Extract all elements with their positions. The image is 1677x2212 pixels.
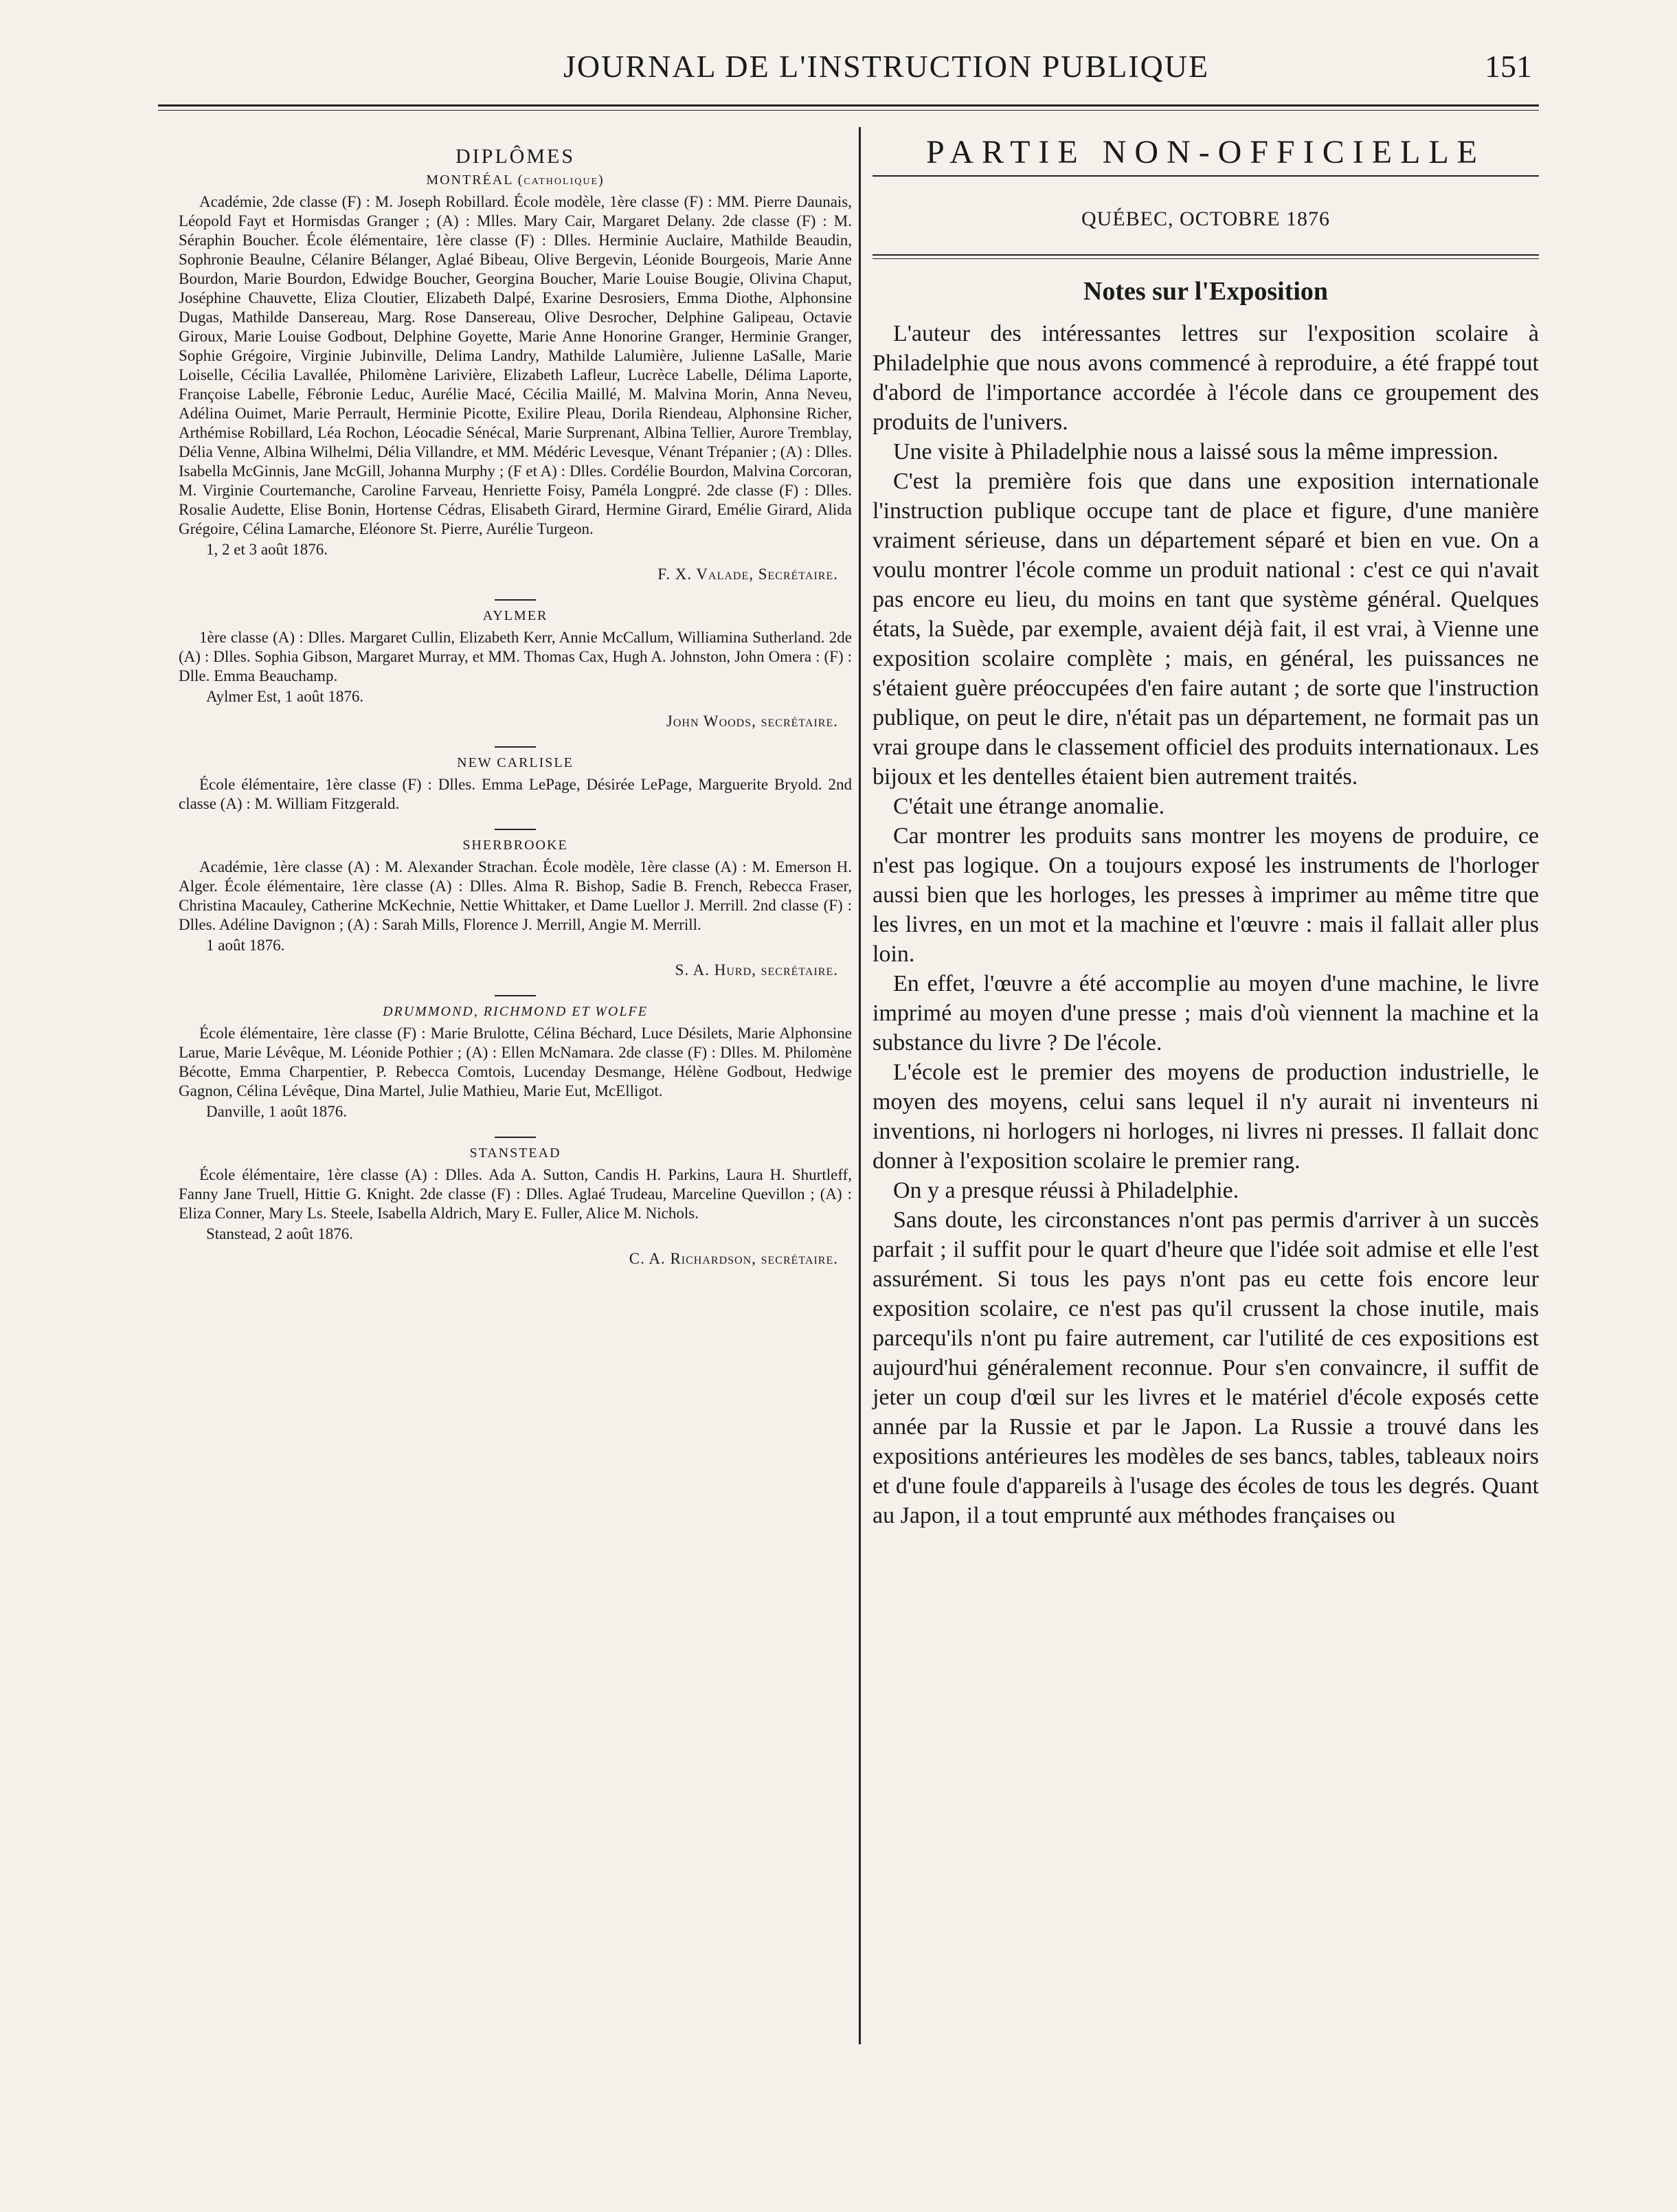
page-number: 151	[1485, 49, 1532, 84]
heading-rule	[873, 175, 1539, 177]
page-header	[158, 48, 1532, 96]
article-title: Notes sur l'Exposition	[1083, 277, 1329, 306]
town-heading-aylmer: AYLMER	[482, 608, 548, 623]
town-heading-drummond: DRUMMOND, RICHMOND ET WOLFE	[383, 1004, 648, 1019]
new-carlisle-list: École élémentaire, 1ère classe (F) : Dlles. Emma LePage, Désirée LePage, Marguerite Bryold. 2nd classe (A) : M. William Fitzgerald.	[179, 776, 852, 812]
non-official-heading: PARTIE NON-OFFICIELLE	[925, 134, 1485, 170]
dateline: QUÉBEC, OCTOBRE 1876	[1081, 208, 1330, 230]
aylmer-date: Aylmer Est, 1 août 1876.	[206, 688, 364, 705]
drummond-list: École élémentaire, 1ère classe (F) : Marie Brulotte, Célina Béchard, Luce Désilets, Marie Alphonsine Larue, Marie Lévêque, M. Léonide Pothier ; (A) : Ellen McNamara. 2de classe (F) : Dlles. M. Philomène Bécotte, Emma Charpentier, P. Rebecca Comtois, Lucenday Desmange, Hélène Godbout, Hedwige Gagnon, Célina Lévêque, Dina Martel, Julie Mathieu, Marie Eut, McElligot.	[179, 1025, 852, 1099]
sherbrooke-list: Académie, 1ère classe (A) : M. Alexander Strachan. École modèle, 1ère classe (A) : M. Emerson H. Alger. École élémentaire, 1ère classe (A) : Dlles. Alma R. Bishop, Sadie B. French, Rebecca Fraser, Christina Macauley, Catherine McKechnie, Nettie Whittaker, et Dame Luellor J. Merrill. 2nd classe (F) : Dlles. Adéline Davignon ; (A) : Sarah Mills, Florence J. Merrill, Angie M. Merrill.	[179, 858, 852, 933]
article-paragraph: Car montrer les produits sans montrer les moyens de produire, ce n'est pas logique. On a toujours exposé les instruments de l'horloger aussi bien que les horloges, les presses à imprimer au même titre que les livres, en un mot et la machine et l'œuvre : mais il fallait aller plus loin.	[873, 823, 1539, 967]
stanstead-signature: C. A. Richardson, secrétaire.	[629, 1250, 838, 1267]
article-paragraph: L'école est le premier des moyens de production industrielle, le moyen des moyens, celui sans lequel il n'y aurait ni inventeurs ni inventions, ni horlogers ni horloges, ni livres ni presses. Il fallait donc donner à l'exposition scolaire le premier rang.	[873, 1060, 1539, 1174]
article-paragraph: L'auteur des intéressantes lettres sur l'exposition scolaire à Philadelphie que nous avons commencé à reproduire, a été frappé tout d'abord de l'importance accordée à l'école dans ce groupement des produits de l'univers.	[873, 321, 1539, 435]
stanstead-date: Stanstead, 2 août 1876.	[206, 1225, 353, 1242]
separator	[495, 829, 536, 830]
sherbrooke-date: 1 août 1876.	[206, 937, 285, 954]
town-heading-sherbrooke: SHERBROOKE	[462, 838, 568, 853]
article-paragraph: Sans doute, les circonstances n'ont pas permis d'arriver à un succès parfait ; il suffit pour le quart d'heure que l'idée soit admise et elle l'est assurément. Si tous les pays n'ont pas eu cette fois encore leur exposition scolaire, ce n'est pas qu'il crussent la chose inutile, mais parcequ'ils n'ont pu faire autrement, car l'utilité de ces expositions est aujourd'hui généralement reconnue. Pour s'en convaincre, il suffit de jeter un coup d'œil sur les livres et le matériel d'école exposés cette année par la Russie et par le Japon. La Russie a trouvé dans les expositions antérieures les modèles de ses bancs, tables, tableaux noirs et d'une foule d'appareils à l'usage des écoles de tous les degrés. Quant au Japon, il a tout emprunté aux méthodes françaises ou	[873, 1207, 1539, 1528]
separator	[495, 995, 536, 996]
header-rule	[158, 104, 1539, 107]
left-column	[179, 144, 852, 1275]
separator	[495, 1137, 536, 1138]
journal-title: JOURNAL DE L'INSTRUCTION PUBLIQUE	[563, 49, 1210, 84]
montreal-list: Académie, 2de classe (F) : M. Joseph Robillard. École modèle, 1ère classe (F) : MM. Pierre Daunais, Léopold Fayt et Hormisdas Granger ; (A) : Mlles. Mary Cair, Margaret Delany. 2de classe (F) : M. Séraphin Boucher. École élémentaire, 1ère classe (F) : Dlles. Herminie Auclaire, Mathilde Beaudin, Sophronie Beaulne, Célanire Bélanger, Aglaé Bibeau, Olive Bergevin, Léonide Bourgeois, Marie Anne Bourdon, Marie Bourdon, Edwidge Boucher, Georgina Boucher, Marie Louise Bougie, Olivina Chaput, Joséphine Chauvette, Eliza Cloutier, Elizabeth Dalpé, Exarine Desrosiers, Emma Diothe, Alphonsine Dugas, Mathilde Dansereau, Marg. Rose Dansereau, Olive Desrocher, Delphine Galipeau, Octavie Giroux, Marie Louise Godbout, Delphine Goyette, Marie Anne Honorine Granger, Herminie Granger, Sophie Grégoire, Virginie Jubinville, Delima Landry, Mathilde Lalumière, Julienne LaSalle, Marie Loiselle, Cécilia Lavallée, Philomène Larivière, Elizabeth Lafleur, Lucrèce Labelle, Délima Laporte, Françoise Labelle, Fébronie Leduc, Aurélie Macé, Cécilia Maillé, M. Malvina Morin, Anna Neveu, Adélina Ouimet, Marie Perrault, Herminie Picotte, Exilire Pleau, Dorila Riendeau, Alphonsine Richer, Arthémise Robillard, Léa Rochon, Léocadie Sénécal, Marie Surprenant, Albina Tellier, Aurore Tremblay, Délia Venne, Albina Wilhelmi, Délia Villandre, et MM. Médéric Levesque, Vénant Trépanier ; (A) : Dlles. Isabella McGinnis, Jane McGill, Johanna Murphy ; (F et A) : Dlles. Cordélie Bourdon, Malvina Corcoran, M. Virginie Courtemanche, Caroline Farveau, Henriette Foisy, Paméla Longpré. 2de classe (F) : Dlles. Rosalie Audette, Elise Bonin, Hortense Cédras, Elisabeth Girard, Hermine Girard, Emélie Girard, Alida Grégoire, Célina Lamarche, Eléonore St. Pierre, Aurélie Turgeon.	[179, 193, 852, 537]
dateline-rule-thin	[873, 258, 1539, 259]
montreal-signature: F. X. Valade, Secrétaire.	[657, 566, 838, 583]
diplomes-heading: DIPLÔMES	[455, 145, 575, 168]
header-rule-thin	[158, 110, 1539, 111]
stanstead-list: École élémentaire, 1ère classe (A) : Dlles. Ada A. Sutton, Candis H. Parkins, Laura H. Shurtleff, Fanny Jane Truell, Hittie G. Knight. 2de classe (F) : Dlles. Aglaé Trudeau, Marceline Quevillon ; (A) : Eliza Conner, Mary Ls. Steele, Isabella Aldrich, Mary E. Fuller, Alice M. Nichols.	[179, 1166, 852, 1222]
town-heading-stanstead: STANSTEAD	[469, 1146, 561, 1161]
article-paragraph: C'était une étrange anomalie.	[893, 794, 1165, 819]
article-paragraph: En effet, l'œuvre a été accomplie au moyen d'une machine, le livre imprimé au moyen d'une presse ; mais d'où viennent la machine et la substance du livre ? De l'école.	[873, 971, 1539, 1055]
article-paragraph: C'est la première fois que dans une exposition internationale l'instruction publique occupe tant de place et figure, d'une manière vraiment sérieuse, dans un département séparé et bien en vue. On a voulu montrer l'école comme un produit national : c'est ce qui n'avait pas encore eu lieu, du moins en tant que système général. Quelques états, la Suède, par exemple, avaient déjà fait, il est vrai, à Vienne une exposition scolaire complète ; mais, en général, les puissances ne s'étaient guère préoccupées d'en faire autant ; de sorte que l'instruction publique, on peut le dire, n'était pas un département, ne formait pas un vrai groupe dans le classement officiel des produits internationaux. Les bijoux et les dentelles étaient bien autrement traités.	[873, 469, 1539, 790]
drummond-date: Danville, 1 août 1876.	[206, 1103, 348, 1120]
separator	[495, 746, 536, 748]
aylmer-signature: John Woods, secrétaire.	[666, 713, 838, 730]
aylmer-list: 1ère classe (A) : Dlles. Margaret Cullin, Elizabeth Kerr, Annie McCallum, Williamina Sutherland. 2de (A) : Dlles. Sophia Gibson, Margaret Murray, et MM. Thomas Cax, Hugh A. Johnston, John Omera : (F) : Dlle. Emma Beauchamp.	[179, 629, 852, 684]
dateline-rule	[873, 254, 1539, 256]
town-heading-montreal: MONTRÉAL (catholique)	[426, 172, 605, 188]
montreal-date: 1, 2 et 3 août 1876.	[206, 541, 328, 558]
article-paragraph: On y a presque réussi à Philadelphie.	[893, 1178, 1239, 1203]
article-paragraph: Une visite à Philadelphie nous a laissé sous la même impression.	[893, 439, 1499, 465]
separator	[495, 599, 536, 601]
right-column	[873, 134, 1539, 1530]
sherbrooke-signature: S. A. Hurd, secrétaire.	[675, 961, 838, 979]
column-divider	[859, 127, 861, 2044]
town-heading-new-carlisle: NEW CARLISLE	[457, 755, 574, 770]
